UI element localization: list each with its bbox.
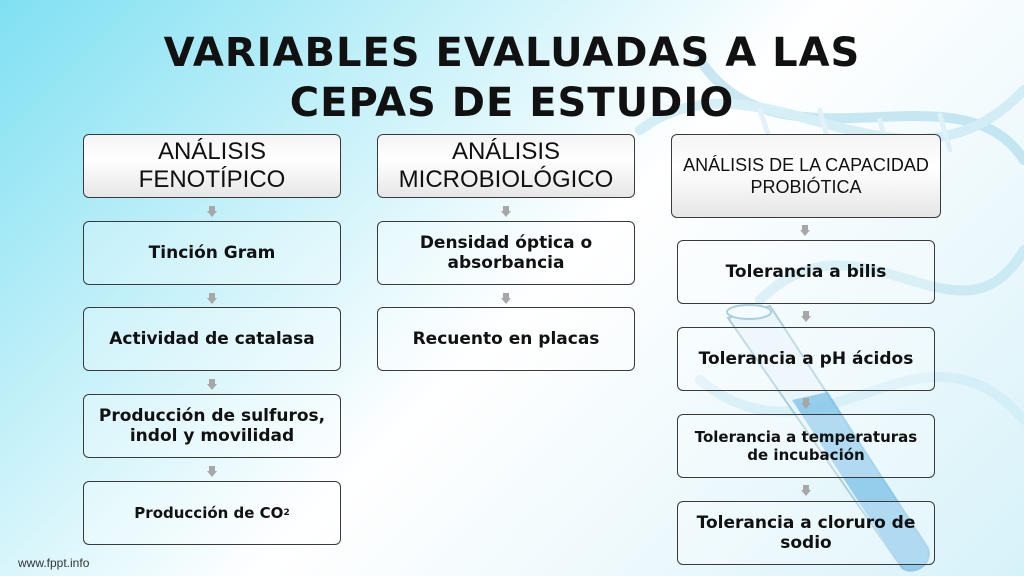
node-tolerancia-bilis: Tolerancia a bilis xyxy=(677,240,935,304)
node-actividad-catalasa: Actividad de catalasa xyxy=(83,307,341,371)
header-capacidad-probiotica: ANÁLISIS DE LA CAPACIDAD PROBIÓTICA xyxy=(671,134,941,218)
header-microbiologico: ANÁLISIS MICROBIOLÓGICO xyxy=(377,134,635,198)
node-tincion-gram: Tinción Gram xyxy=(83,221,341,285)
node-tolerancia-cloruro: Tolerancia a cloruro de sodio xyxy=(677,501,935,565)
page-title: VARIABLES EVALUADAS A LAS CEPAS DE ESTUDIO xyxy=(163,30,861,126)
node-produccion-co2-label: Producción de CO xyxy=(134,504,284,522)
connector-arrow-icon xyxy=(501,298,511,304)
node-densidad-optica: Densidad óptica o absorbancia xyxy=(377,221,635,285)
connector-arrow-icon xyxy=(801,316,811,322)
connector-arrow-icon xyxy=(800,230,810,236)
co2-subscript: 2 xyxy=(283,508,290,518)
node-recuento-placas: Recuento en placas xyxy=(377,307,635,371)
header-fenotipico: ANÁLISIS FENOTÍPICO xyxy=(83,134,341,198)
node-tolerancia-ph: Tolerancia a pH ácidos xyxy=(677,327,935,391)
connector-arrow-icon xyxy=(207,471,217,477)
node-produccion-sulfuros: Producción de sulfuros, indol y movilidad xyxy=(83,394,341,458)
footer-url: www.fppt.info xyxy=(18,556,90,570)
connector-arrow-icon xyxy=(501,211,511,217)
connector-arrow-icon xyxy=(801,403,811,409)
connector-arrow-icon xyxy=(801,490,811,496)
connector-arrow-icon xyxy=(207,211,217,217)
node-tolerancia-temperaturas: Tolerancia a temperaturas de incubación xyxy=(677,414,935,478)
node-produccion-co2 xyxy=(83,481,341,545)
connector-arrow-icon xyxy=(207,384,217,390)
connector-arrow-icon xyxy=(207,298,217,304)
